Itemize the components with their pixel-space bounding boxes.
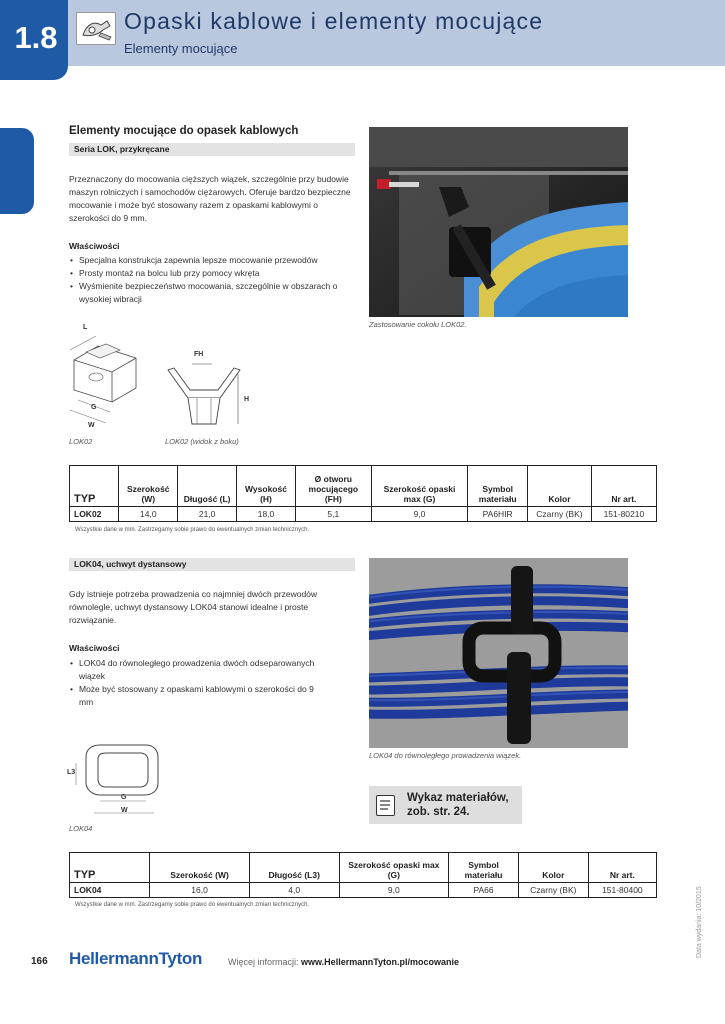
table-cell: 21,0 (178, 506, 237, 521)
table-cell: 14,0 (119, 506, 178, 521)
dim-label-h: H (244, 396, 250, 403)
more-info-prefix: Więcej informacji: (228, 957, 302, 967)
table-cell: 18,0 (237, 506, 296, 521)
materials-label-line2: zob. str. 24. (407, 806, 470, 818)
lok04-drawing (66, 737, 166, 819)
table-cell: Czarny (BK) (528, 506, 592, 521)
features-heading: Właściwości (69, 241, 120, 251)
table-row (70, 882, 656, 897)
table-cell: LOK02 (70, 506, 119, 521)
dim-label-l3: L3 (67, 769, 76, 776)
series-subbar: Seria LOK, przykręcane (69, 143, 355, 156)
list-item: • Może być stosowany z opaskami kablowymi o szerokości do 9 mm (69, 683, 319, 709)
table-header: Nr art. (588, 853, 656, 882)
table-header: Szerokość (W) (119, 466, 178, 506)
table-cell: 151-80400 (588, 882, 656, 897)
table-cell: Czarny (BK) (518, 882, 588, 897)
table-cell: PA66 (449, 882, 519, 897)
brand-logo: HellermannTyton (69, 949, 203, 968)
table-cell: LOK04 (70, 882, 150, 897)
edition-date: Data wydania: 10/2015 (696, 886, 703, 958)
lok02-spec-table (69, 465, 657, 522)
lok04-subbar: LOK04, uchwyt dystansowy (69, 558, 355, 571)
list-item: • Wyśmienite bezpieczeństwo mocowania, szczególnie w obszarach o wysokiej wibracji (69, 280, 359, 306)
intro-paragraph: Przeznaczony do mocowania cięższych wiązek, szczególnie przy budowie maszyn rolniczych i samochodów ciężarowych. Oferuje bardzo bezpieczne mocowanie i może być stosowany razem z opaskami kablowymi o szerokości do 9 mm. (69, 174, 351, 223)
table-header: Symbol materiału (449, 853, 519, 882)
list-item: • Specjalna konstrukcja zapewnia lepsze mocowanie przewodów (69, 254, 359, 267)
table-cell: 5,1 (295, 506, 371, 521)
table-note: Wszystkie dane w mm. Zastrzegamy sobie prawo do ewentualnych zmian technicznych. (75, 902, 310, 908)
more-info (228, 957, 459, 967)
features-list (69, 254, 359, 306)
lok04-photo-caption: LOK04 do równoległego prowadzenia wiązek. (369, 751, 522, 760)
table-header: Symbol materiału (468, 466, 528, 506)
table-cell: 4,0 (249, 882, 339, 897)
list-item: • Prosty montaż na bolcu lub przy pomocy wkręta (69, 267, 359, 280)
lok02-photo (369, 127, 628, 317)
materials-label (407, 791, 509, 819)
dim-label-fh: FH (194, 351, 204, 358)
list-item: • LOK04 do równoległego prowadzenia dwóch odseparowanych wiązek (69, 657, 319, 683)
table-header: Nr art. (591, 466, 656, 506)
lok04-paragraph: Gdy istnieje potrzeba prowadzenia co najmniej dwóch przewodów równolegle, uchwyt dystansowy LOK04 stanowi idealne i proste rozwiązanie. (69, 589, 318, 625)
dim-label-w: W (88, 422, 95, 429)
more-info-link[interactable]: www.HellermannTyton.pl/mocowanie (301, 957, 460, 967)
table-note: Wszystkie dane w mm. Zastrzegamy sobie prawo do ewentualnych zmian technicznych. (75, 527, 310, 533)
photo-caption: Zastosowanie cokołu LOK02. (369, 320, 467, 329)
table-header: Wysokość (H) (237, 466, 296, 506)
figure-caption-lok02-side: LOK02 (widok z boku) (165, 437, 239, 446)
lok04-spec-table (69, 852, 657, 898)
table-row (70, 506, 656, 521)
dim-label-g: G (91, 404, 97, 411)
table-header: Kolor (528, 466, 592, 506)
table-header: Szerokość (W) (150, 853, 250, 882)
section-number: 1.8 (14, 20, 58, 55)
dim-label-w: W (121, 807, 128, 814)
materials-label-line1: Wykaz materiałów, (407, 792, 509, 804)
table-header: Szerokość opaski max (G) (371, 466, 468, 506)
dim-label-l: L (83, 324, 88, 331)
materials-reference-box[interactable] (369, 786, 522, 824)
page-title: Opaski kablowe i elementy mocujące (124, 8, 544, 34)
features-heading: Właściwości (69, 643, 120, 653)
dim-label-g: G (121, 794, 127, 801)
cable-clip-icon (76, 12, 116, 45)
table-header: Długość (L3) (249, 853, 339, 882)
side-tab (0, 128, 34, 214)
table-header: TYP (74, 868, 96, 881)
figure-caption-lok02: LOK02 (69, 437, 93, 446)
lok04-features-list (69, 657, 319, 709)
page-subtitle: Elementy mocujące (124, 41, 238, 56)
table-header: Kolor (518, 853, 588, 882)
table-header: TYP (74, 492, 96, 505)
page-number: 166 (31, 956, 48, 967)
table-header: Długość (L) (178, 466, 237, 506)
document-icon (376, 795, 395, 816)
table-header: Szerokość opaski max (G) (339, 853, 449, 882)
table-cell: PA6HIR (468, 506, 528, 521)
lok02-drawing (66, 322, 146, 442)
section-heading: Elementy mocujące do opasek kablowych (69, 125, 299, 137)
lok02-side-drawing (162, 350, 262, 435)
table-cell: 9,0 (371, 506, 468, 521)
table-cell: 9,0 (339, 882, 449, 897)
lok04-photo (369, 558, 628, 748)
table-cell: 16,0 (150, 882, 250, 897)
table-cell: 151-80210 (591, 506, 656, 521)
table-header: Ø otworu mocującego (FH) (295, 466, 371, 506)
figure-caption-lok04: LOK04 (69, 824, 93, 833)
